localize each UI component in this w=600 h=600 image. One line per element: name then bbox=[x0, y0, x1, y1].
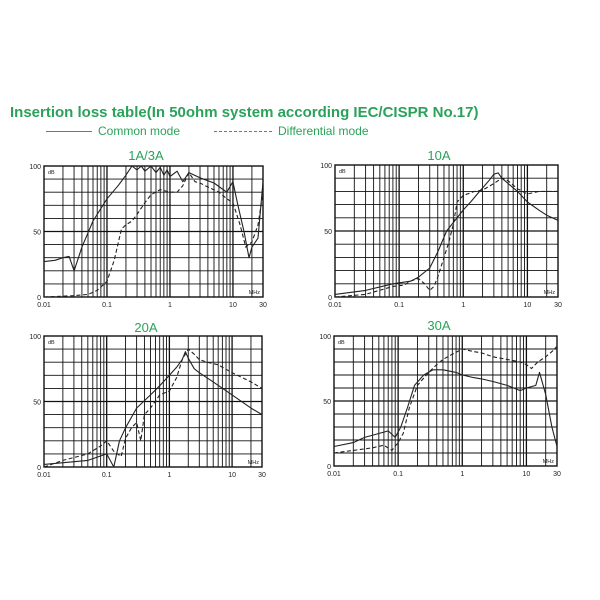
x-tick-label: 30 bbox=[554, 302, 562, 309]
x-tick-label: 0.1 bbox=[394, 302, 405, 309]
x-tick-label: 10 bbox=[228, 472, 236, 479]
x-tick-label: 0.1 bbox=[393, 471, 404, 478]
y-tick-label: 0 bbox=[37, 295, 41, 302]
chart-title-10a: 10A bbox=[427, 148, 451, 163]
y-unit-label: dB bbox=[48, 170, 55, 176]
chart-0 bbox=[29, 164, 267, 309]
y-tick-label: 100 bbox=[320, 163, 332, 170]
page-title: Insertion loss table(In 50ohm system according IEC/CISPR No.17) bbox=[10, 104, 479, 121]
y-tick-label: 0 bbox=[37, 465, 41, 472]
x-tick-label: 1 bbox=[461, 302, 466, 309]
x-tick-label: 30 bbox=[258, 472, 266, 479]
y-tick-label: 50 bbox=[33, 229, 41, 237]
x-tick-label: 0.01 bbox=[37, 302, 51, 309]
x-tick-label: 1 bbox=[167, 472, 172, 479]
y-unit-label: dB bbox=[339, 169, 346, 175]
x-tick-label: 0.1 bbox=[101, 472, 112, 479]
x-tick-label: 30 bbox=[259, 302, 267, 309]
chart-1 bbox=[320, 163, 562, 309]
chart-2 bbox=[29, 334, 266, 479]
y-tick-label: 0 bbox=[328, 295, 332, 302]
y-tick-label: 100 bbox=[29, 334, 41, 341]
x-unit-label: MHz bbox=[542, 459, 554, 465]
chart-3 bbox=[319, 334, 561, 478]
x-unit-label: MHz bbox=[247, 460, 259, 466]
chart-title-30a: 30A bbox=[427, 318, 451, 333]
x-tick-label: 0.01 bbox=[327, 471, 341, 478]
x-tick-label: 30 bbox=[553, 471, 561, 478]
x-tick-label: 1 bbox=[168, 302, 172, 309]
x-tick-label: 1 bbox=[460, 471, 465, 478]
x-tick-label: 10 bbox=[229, 302, 237, 309]
x-tick-label: 10 bbox=[522, 471, 531, 478]
y-tick-label: 50 bbox=[33, 399, 41, 407]
x-unit-label: MHz bbox=[248, 290, 260, 296]
y-unit-label: dB bbox=[48, 340, 55, 346]
chart-title-20a: 20A bbox=[134, 320, 158, 335]
x-tick-label: 0.1 bbox=[102, 302, 112, 309]
x-tick-label: 0.01 bbox=[37, 472, 51, 479]
y-tick-label: 50 bbox=[324, 229, 332, 236]
y-unit-label: dB bbox=[338, 340, 345, 346]
x-tick-label: 0.01 bbox=[328, 302, 342, 309]
legend-differential-mode-label: Differential mode bbox=[278, 124, 369, 138]
chart-title-1a-3a: 1A/3A bbox=[128, 148, 164, 163]
y-tick-label: 50 bbox=[323, 399, 331, 406]
x-tick-label: 10 bbox=[523, 302, 532, 309]
legend-common-mode-label: Common mode bbox=[98, 124, 181, 138]
y-tick-label: 0 bbox=[327, 464, 331, 471]
x-unit-label: MHz bbox=[543, 290, 555, 296]
y-tick-label: 100 bbox=[319, 334, 331, 341]
y-tick-label: 100 bbox=[29, 164, 41, 171]
